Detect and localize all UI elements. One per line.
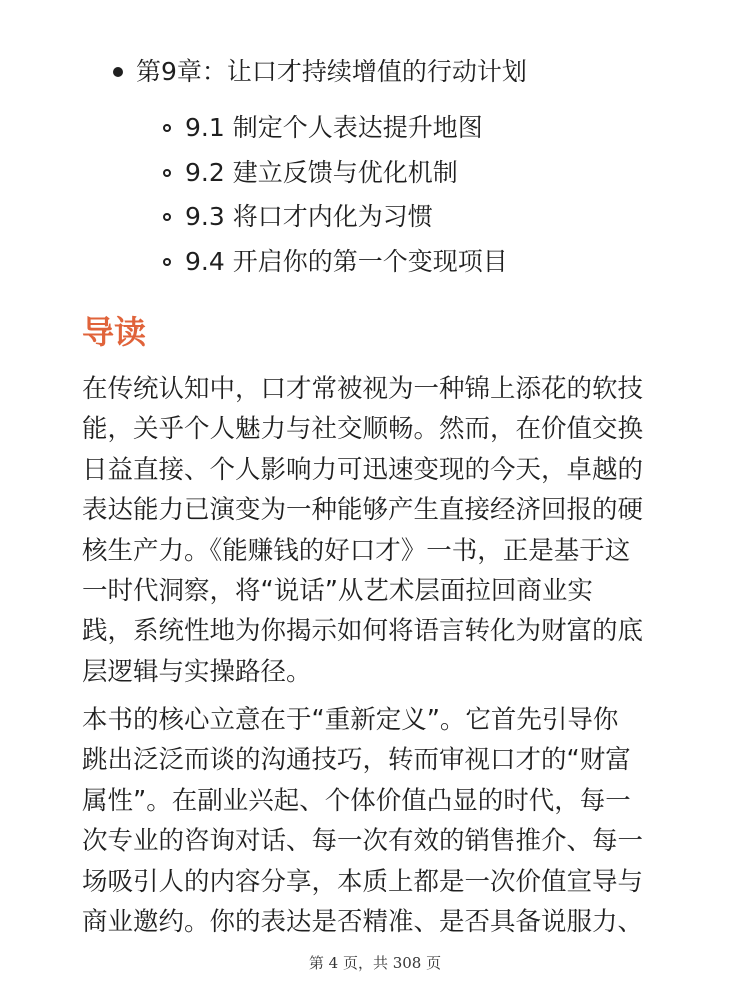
- section-list-item: [163, 106, 508, 151]
- chapter-list-item: [113, 52, 527, 92]
- section-list-item: [163, 240, 508, 285]
- text-line: 一时代洞察，将“说话”从艺术层面拉回商业实: [82, 575, 593, 606]
- section-title: 9.2 建立反馈与优化机制: [185, 157, 458, 187]
- text-line: 践，系统性地为你揭示如何将语言转化为财富的底: [82, 616, 644, 647]
- text-line: 商业邀约。你的表达是否精准、是否具备说服力、: [82, 906, 644, 937]
- text-line: 在传统认知中，口才常被视为一种锦上添花的软技: [82, 374, 644, 404]
- bullet-circle-icon: [163, 124, 171, 132]
- section-list: [163, 106, 508, 284]
- section-title: 9.1 制定个人表达提升地图: [185, 113, 483, 143]
- bullet-disc-icon: [113, 67, 123, 77]
- text-line: 场吸引人的内容分享，本质上都是一次价值宣导与: [82, 866, 644, 897]
- chapter-title: 第9章：让口才持续增值的行动计划: [136, 57, 527, 86]
- text-line: 表达能力已演变为一种能够产生直接经济回报的硬: [82, 495, 644, 526]
- section-list-item: [163, 195, 508, 240]
- intro-paragraph-2: [82, 700, 672, 942]
- intro-paragraph-1: [82, 369, 672, 692]
- section-title: 9.3 将口才内化为习惯: [185, 202, 433, 232]
- text-line: 日益直接、个人影响力可迅速变现的今天，卓越的: [82, 454, 644, 485]
- intro-heading: 导读: [82, 313, 147, 351]
- bullet-circle-icon: [163, 169, 171, 177]
- bullet-circle-icon: [163, 258, 171, 266]
- text-line: 属性”。在副业兴起、个体价值凸显的时代，每一: [82, 785, 631, 816]
- page-footer: 第 4 页，共 308 页: [308, 954, 442, 972]
- text-line: 次专业的咨询对话、每一次有效的销售推介、每一: [82, 826, 644, 857]
- bullet-circle-icon: [163, 213, 171, 221]
- section-title: 9.4 开启你的第一个变现项目: [185, 247, 508, 277]
- text-line: 本书的核心立意在于“重新定义”。它首先引导你: [82, 705, 619, 735]
- text-line: 核生产力。《能赚钱的好口才》一书，正是基于这: [82, 535, 631, 566]
- text-line: 层逻辑与实操路径。: [82, 656, 312, 687]
- section-list-item: [163, 151, 508, 196]
- text-line: 跳出泛泛而谈的沟通技巧，转而审视口才的“财富: [82, 745, 631, 776]
- text-line: 能，关乎个人魅力与社交顺畅。然而，在价值交换: [82, 414, 644, 445]
